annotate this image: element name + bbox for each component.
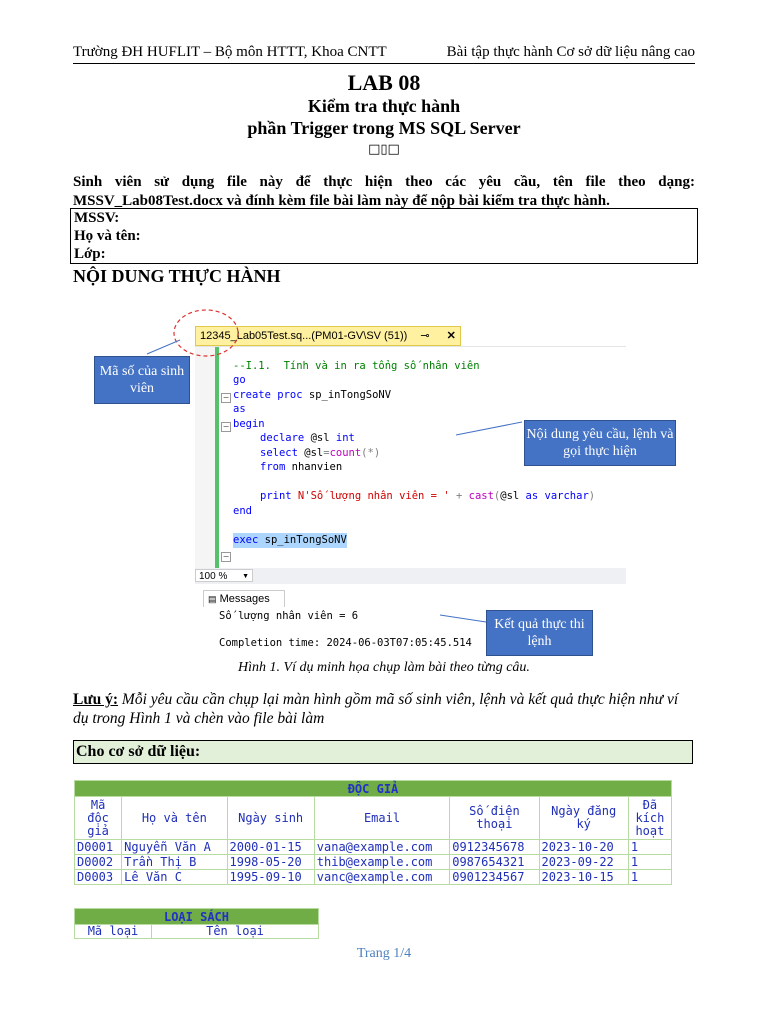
note-label: Lưu ý: xyxy=(73,691,119,708)
cell: 1995-09-10 xyxy=(227,870,314,885)
cell: 1 xyxy=(628,840,671,855)
cell: 1 xyxy=(628,870,671,885)
callout-line xyxy=(147,340,180,354)
page-number: Trang 1/4 xyxy=(356,946,412,961)
cell: 2023-10-20 xyxy=(539,840,628,855)
cell: D0003 xyxy=(75,870,122,885)
lab-title: LAB 08 xyxy=(347,70,421,95)
header-right: Bài tập thực hành Cơ sở dữ liệu nâng cao xyxy=(446,44,695,60)
callout-result: Kết quả thực thi lệnh xyxy=(486,610,593,656)
loaisach-title: LOẠI SÁCH xyxy=(75,909,319,925)
cell: D0002 xyxy=(75,855,122,870)
code-go: go xyxy=(233,374,246,386)
cell: 0987654321 xyxy=(450,855,539,870)
cell: 0912345678 xyxy=(450,840,539,855)
code-declare: declare @sl int xyxy=(260,432,355,444)
cell: 2023-10-15 xyxy=(539,870,628,885)
note xyxy=(73,690,695,728)
student-id-highlight xyxy=(174,310,238,356)
section-title: NỘI DUNG THỰC HÀNH xyxy=(73,266,281,286)
col-header: Ngày đăng ký xyxy=(539,797,628,840)
col-header: Email xyxy=(314,797,449,840)
cell: 0901234567 xyxy=(450,870,539,885)
code-begin: begin xyxy=(233,418,265,430)
pin-icon: ⊸ xyxy=(420,330,430,342)
fold-icon: − xyxy=(222,552,230,561)
col-header: Tên loại xyxy=(152,925,319,939)
callout-content: Nội dung yêu cầu, lệnh và gọi thực hiện xyxy=(524,420,676,466)
code-comment: --I.1. Tính và in ra tổng số nhân viên xyxy=(233,360,480,372)
col-header: Họ và tên xyxy=(122,797,227,840)
cell: vanc@example.com xyxy=(314,870,449,885)
cell: thib@example.com xyxy=(314,855,449,870)
docgia-title: ĐỘC GIẢ xyxy=(75,781,672,797)
table-row xyxy=(75,870,672,885)
ornament: □▯□ xyxy=(368,142,400,157)
query-tab-label: 12345_Lab05Test.sq...(PM01-GV\SV (51)) xyxy=(200,330,408,342)
table-row xyxy=(75,855,672,870)
cell: 2000-01-15 xyxy=(227,840,314,855)
output-line2: Completion time: 2024-06-03T07:05:45.514 xyxy=(219,637,472,649)
callout-student-id: Mã số của sinh viên xyxy=(94,356,190,404)
cell: 1998-05-20 xyxy=(227,855,314,870)
docgia-table xyxy=(74,780,672,885)
docgia-header-row xyxy=(75,797,672,840)
code-create: create proc sp_inTongSoNV xyxy=(233,389,392,401)
code-exec: exec sp_inTongSoNV xyxy=(233,534,347,546)
messages-tab: ▤ Messages xyxy=(203,590,285,607)
name-label: Họ và tên: xyxy=(74,228,141,244)
output-line1: Số lượng nhân viên = 6 xyxy=(219,610,359,622)
cell: Nguyễn Văn A xyxy=(122,840,227,855)
close-icon: ✕ xyxy=(446,330,456,342)
code-as: as xyxy=(233,403,246,415)
fold-icon: − xyxy=(222,422,230,431)
code-end: end xyxy=(233,505,252,517)
cell: vana@example.com xyxy=(314,840,449,855)
cell: 2023-09-22 xyxy=(539,855,628,870)
intro-text: Sinh viên sử dụng file này để thực hiện theo các yêu cầu, tên file theo dạng: MSSV_Lab08Test.docx và đính kèm file bài làm này để nộp bài kiểm tra thực hành. xyxy=(73,174,695,209)
loaisach-header-row xyxy=(75,925,319,939)
callout-line xyxy=(440,615,486,622)
cell: 1 xyxy=(628,855,671,870)
messages-icon: ▤ xyxy=(208,594,217,604)
col-header: Đã kích hoạt xyxy=(628,797,671,840)
figure-caption: Hình 1. Ví dụ minh họa chụp làm bài theo từng câu. xyxy=(238,660,530,675)
col-header: Mã loại xyxy=(75,925,152,939)
subtitle-line1: Kiểm tra thực hành xyxy=(307,96,461,116)
code-print: print N'Số lượng nhân viên = ' + cast(@sl as varchar) xyxy=(260,490,596,502)
fold-icon: − xyxy=(222,393,230,402)
db-heading: Cho cơ sở dữ liệu: xyxy=(73,740,693,764)
code-select: select @sl=count(*) xyxy=(260,447,381,459)
cell: Trần Thị B xyxy=(122,855,227,870)
col-header: Số điện thoại xyxy=(450,797,539,840)
mssv-label: MSSV: xyxy=(74,210,120,226)
cell: Lê Văn C xyxy=(122,870,227,885)
col-header: Mã độc giả xyxy=(75,797,122,840)
subtitle-line2: phần Trigger trong MS SQL Server xyxy=(247,118,521,138)
col-header: Ngày sinh xyxy=(227,797,314,840)
cell: D0001 xyxy=(75,840,122,855)
callout-line xyxy=(456,422,522,435)
class-label: Lớp: xyxy=(74,246,106,262)
note-text: Mỗi yêu cầu cần chụp lại màn hình gồm mã số sinh viên, lệnh và kết quả thực hiện như ví dụ trong Hình 1 và chèn vào file bài làm xyxy=(73,691,679,727)
code-from: from nhanvien xyxy=(260,461,343,473)
header-left: Trường ĐH HUFLIT – Bộ môn HTTT, Khoa CNTT xyxy=(73,44,387,60)
table-row xyxy=(75,840,672,855)
loaisach-table xyxy=(74,908,319,939)
zoom-select: 100 % ▼ xyxy=(195,569,253,582)
